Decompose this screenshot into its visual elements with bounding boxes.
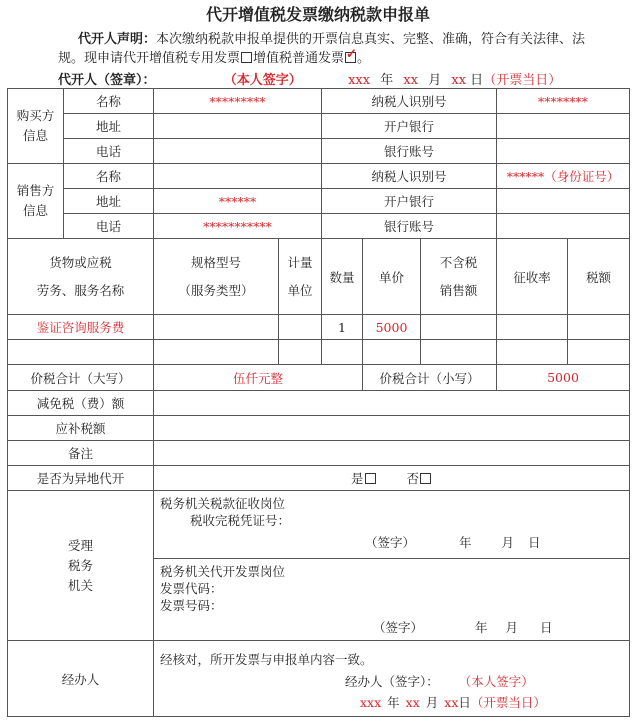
collect-sign-label: （签字） xyxy=(365,535,416,550)
voucher-no-label[interactable]: 税收完税凭证号： xyxy=(190,513,291,528)
goods-row-empty-cell[interactable] xyxy=(154,340,279,365)
seller-account-label: 银行账号 xyxy=(322,214,497,239)
declaration xyxy=(58,30,588,68)
special-invoice-checkbox[interactable] xyxy=(241,52,252,63)
buyer-address-value[interactable] xyxy=(154,114,322,139)
seller-bank-label: 开户银行 xyxy=(322,189,497,214)
buyer-phone-value[interactable] xyxy=(154,139,322,164)
remark-value[interactable] xyxy=(154,441,630,466)
remote-no-label: 否 xyxy=(406,471,419,486)
remote-no-checkbox[interactable] xyxy=(420,473,431,484)
invoice-post-sign-line xyxy=(160,619,623,636)
total-upper-label: 价税合计（大写） xyxy=(8,365,154,391)
invoice-month: 月 xyxy=(505,620,519,635)
total-upper-value[interactable]: 伍仟元整 xyxy=(154,365,363,391)
handler-sign-label: 经办人（签字）： xyxy=(345,674,439,689)
agent-month-label: 月 xyxy=(428,73,442,88)
supplement-value[interactable] xyxy=(154,416,630,441)
normal-invoice-label: 增值税普通发票 xyxy=(253,51,345,66)
handler-date-line xyxy=(160,694,623,711)
declaration-label: 代开人声明： xyxy=(78,32,157,47)
collect-day: 日 xyxy=(528,535,541,550)
handler-day-value: xx xyxy=(444,695,459,710)
header-amount: 不含税 销售额 xyxy=(421,239,497,315)
agent-year-label: 年 xyxy=(380,73,394,88)
buyer-taxid-label: 纳税人识别号 xyxy=(322,89,497,114)
invoice-code-label[interactable]: 发票代码： xyxy=(160,581,223,596)
handler-month-label: 月 xyxy=(425,695,439,710)
remark-label: 备注 xyxy=(8,441,154,466)
goods-row-qty[interactable]: 1 xyxy=(322,315,363,340)
authority-label: 受理 税务 机关 xyxy=(8,491,154,641)
goods-row-price[interactable]: 5000 xyxy=(363,315,421,340)
goods-row-tax[interactable] xyxy=(568,315,630,340)
declaration-text: 本次缴纳税款申报单提供的开票信息真实、完整、准确，符合有关法律、法规。现申请代开增值税专用发票 xyxy=(58,32,586,66)
handler-label: 经办人 xyxy=(8,641,154,717)
goods-row-empty[interactable] xyxy=(8,340,154,365)
buyer-account-value[interactable] xyxy=(497,139,630,164)
goods-row-unit[interactable] xyxy=(279,315,322,340)
goods-row-spec[interactable] xyxy=(154,315,279,340)
invoice-no-label[interactable]: 发票号码： xyxy=(160,598,223,613)
buyer-phone-label: 电话 xyxy=(64,139,154,164)
goods-row-empty-cell[interactable] xyxy=(363,340,421,365)
agent-month-value: xx xyxy=(403,73,419,88)
agent-label: 代开人（签章）： xyxy=(58,73,156,88)
collect-year: 年 xyxy=(459,535,472,550)
goods-row-rate[interactable] xyxy=(497,315,568,340)
invoice-day: 日 xyxy=(540,620,553,635)
handler-box xyxy=(154,641,630,717)
buyer-bank-value[interactable] xyxy=(497,114,630,139)
declaration-form-table xyxy=(7,88,630,717)
seller-account-value[interactable] xyxy=(497,214,630,239)
handler-text: 经核对，所开发票与申报单内容一致。 xyxy=(160,652,373,667)
handler-date-note: （开票当日） xyxy=(470,695,546,710)
buyer-taxid-value[interactable]: ******** xyxy=(497,89,630,114)
handler-sign-line xyxy=(160,673,623,690)
header-goods: 货物或应税 劳务、服务名称 xyxy=(8,239,154,315)
agent-day-label: 日 xyxy=(470,73,484,88)
seller-bank-value[interactable] xyxy=(497,189,630,214)
seller-group-label: 销售方 信息 xyxy=(8,164,64,239)
form-title: 代开增值税发票缴纳税款申报单 xyxy=(205,5,430,24)
seller-phone-label: 电话 xyxy=(64,214,154,239)
seller-address-value[interactable]: ****** xyxy=(154,189,322,214)
seller-address-label: 地址 xyxy=(64,189,154,214)
header-spec: 规格型号 （服务类型） xyxy=(154,239,279,315)
invoice-year: 年 xyxy=(475,620,488,635)
agent-line xyxy=(58,69,561,88)
total-lower-value[interactable]: 5000 xyxy=(497,365,630,391)
buyer-group-label: 购买方 信息 xyxy=(8,89,64,164)
invoice-post-box xyxy=(154,559,630,641)
seller-name-value[interactable] xyxy=(154,164,322,189)
handler-day-label: 日 xyxy=(458,695,471,710)
collect-post-box xyxy=(154,491,630,559)
buyer-name-label: 名称 xyxy=(64,89,154,114)
agent-date-note: （开票当日） xyxy=(483,73,562,88)
total-lower-label: 价税合计（小写） xyxy=(363,365,497,391)
declaration-end: 。 xyxy=(357,51,371,66)
buyer-account-label: 银行账号 xyxy=(322,139,497,164)
supplement-label: 应补税额 xyxy=(8,416,154,441)
handler-signature: （本人签字） xyxy=(458,674,534,689)
remote-options xyxy=(154,466,630,491)
seller-taxid-value[interactable]: ******（身份证号） xyxy=(497,164,630,189)
seller-name-label: 名称 xyxy=(64,164,154,189)
handler-month-value: xx xyxy=(405,695,420,710)
collect-month: 月 xyxy=(501,535,515,550)
agent-signature: （本人签字） xyxy=(223,73,302,88)
invoice-post-title: 税务机关代开发票岗位 xyxy=(160,564,286,579)
invoice-sign-label: （签字） xyxy=(373,620,424,635)
buyer-name-value[interactable]: ********* xyxy=(154,89,322,114)
goods-row-empty-cell[interactable] xyxy=(322,340,363,365)
collect-post-title: 税务机关税款征收岗位 xyxy=(160,496,286,511)
buyer-bank-label: 开户银行 xyxy=(322,114,497,139)
buyer-address-label: 地址 xyxy=(64,114,154,139)
header-qty: 数量 xyxy=(322,239,363,315)
goods-row-empty-cell[interactable] xyxy=(279,340,322,365)
header-price: 单价 xyxy=(363,239,421,315)
reduction-value[interactable] xyxy=(154,391,630,416)
handler-year-label: 年 xyxy=(387,695,400,710)
agent-year-value: xxx xyxy=(348,73,371,88)
collect-post-sign-line xyxy=(160,534,623,551)
header-unit: 计量 单位 xyxy=(279,239,322,315)
header-tax: 税额 xyxy=(568,239,630,315)
normal-invoice-checkbox[interactable] xyxy=(345,52,356,63)
goods-row-empty-cell[interactable] xyxy=(568,340,630,365)
goods-row-empty-cell[interactable] xyxy=(421,340,497,365)
seller-phone-value[interactable]: *********** xyxy=(154,214,322,239)
goods-row-name[interactable]: 鉴证咨询服务费 xyxy=(8,315,154,340)
header-rate: 征收率 xyxy=(497,239,568,315)
agent-day-value: xx xyxy=(451,73,467,88)
remote-yes-label: 是 xyxy=(351,471,364,486)
remote-label: 是否为异地代开 xyxy=(8,466,154,491)
reduction-label: 减免税（费）额 xyxy=(8,391,154,416)
handler-year-value: xxx xyxy=(360,695,382,710)
remote-yes-checkbox[interactable] xyxy=(365,473,376,484)
goods-row-empty-cell[interactable] xyxy=(497,340,568,365)
goods-row-amount[interactable] xyxy=(421,315,497,340)
seller-taxid-label: 纳税人识别号 xyxy=(322,164,497,189)
